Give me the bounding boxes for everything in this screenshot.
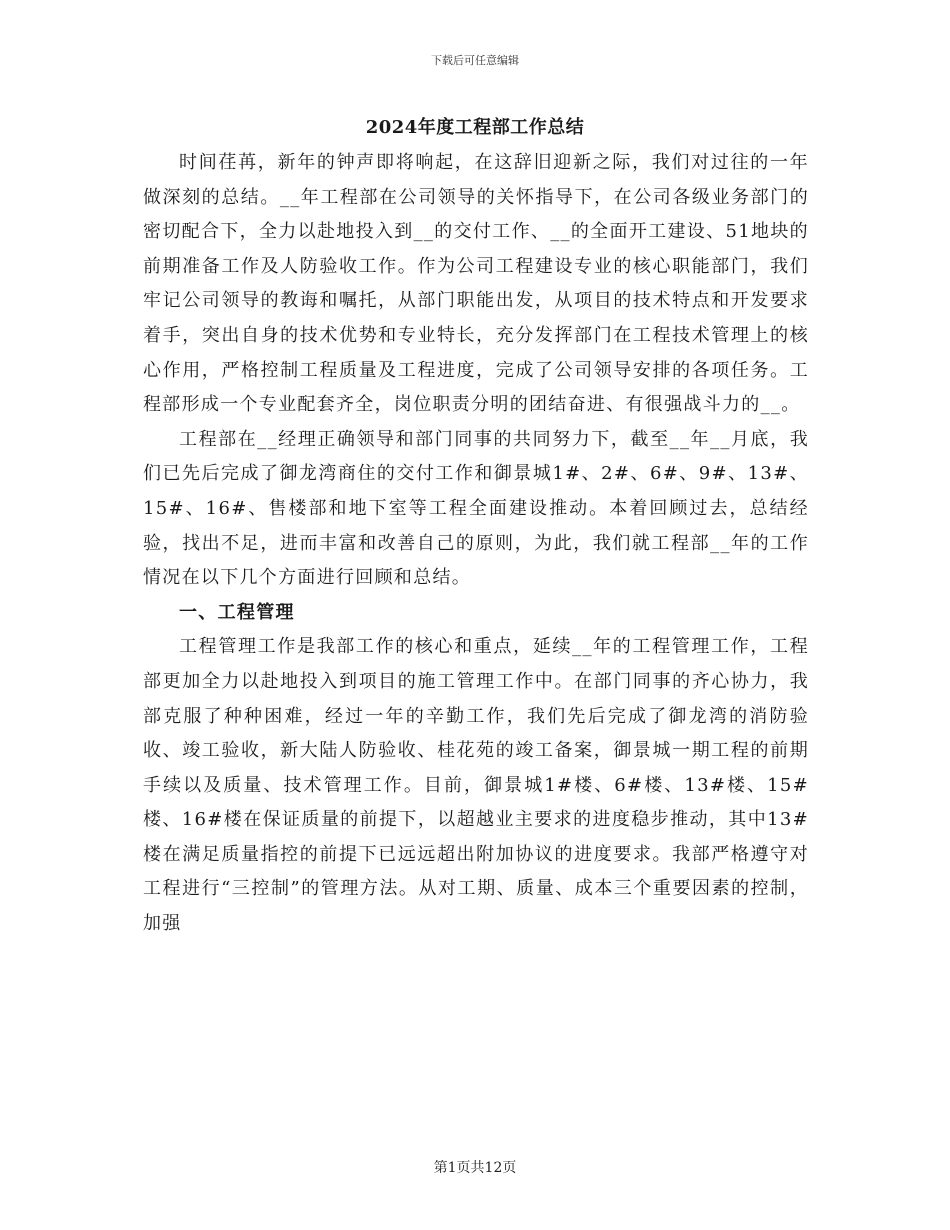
document-body [143,146,809,942]
body-paragraph-1: 时间荏苒，新年的钟声即将响起，在这辞旧迎新之际，我们对过往的一年做深刻的总结。__年工程部在公司领导的关怀指导下，在公司各级业务部门的密切配合下，全力以赴地投入到__的交付工作、__的全面开工建设、51地块的前期准备工作及人防验收工作。作为公司工程建设专业的核心职能部门，我们牢记公司领导的教诲和嘱托，从部门职能出发，从项目的技术特点和开发要求着手，突出自身的技术优势和专业特长，充分发挥部门在工程技术管理上的核心作用，严格控制工程质量及工程进度，完成了公司领导安排的各项任务。工程部形成一个专业配套齐全，岗位职责分明的团结奋进、有很强战斗力的__。 [143,152,809,416]
body-paragraph-2: 工程部在__经理正确领导和部门同事的共同努力下，截至__年__月底，我们已先后完成了御龙湾商住的交付工作和御景城1#、2#、6#、9#、13#、15#、16#、售楼部和地下室等工程全面建设推动。本着回顾过去，总结经验，找出不足，进而丰富和改善自己的原则，为此，我们就工程部__年的工作情况在以下几个方面进行回顾和总结。 [143,428,809,589]
section-paragraph: 工程管理工作是我部工作的核心和重点，延续__年的工程管理工作，工程部更加全力以赴地投入到项目的施工管理工作中。在部门同事的齐心协力，我部克服了种种困难，经过一年的辛勤工作，我们先后完成了御龙湾的消防验收、竣工验收，新大陆人防验收、桂花苑的竣工备案，御景城一期工程的前期手续以及质量、技术管理工作。目前，御景城1#楼、6#楼、13#楼、15#楼、16#楼在保证质量的前提下，以超越业主要求的进度稳步推动，其中13#楼在满足质量指控的前提下已远远超出附加协议的进度要求。我部严格遵守对工程进行“三控制”的管理方法。从对工期、质量、成本三个重要因素的控制，加强 [143,636,809,935]
page-number: 第1页共12页 [433,1160,517,1176]
page-header-note: 下载后可任意编辑 [431,54,519,67]
document-title: 2024年度工程部工作总结 [365,117,585,138]
section-heading: 一、工程管理 [179,601,295,623]
